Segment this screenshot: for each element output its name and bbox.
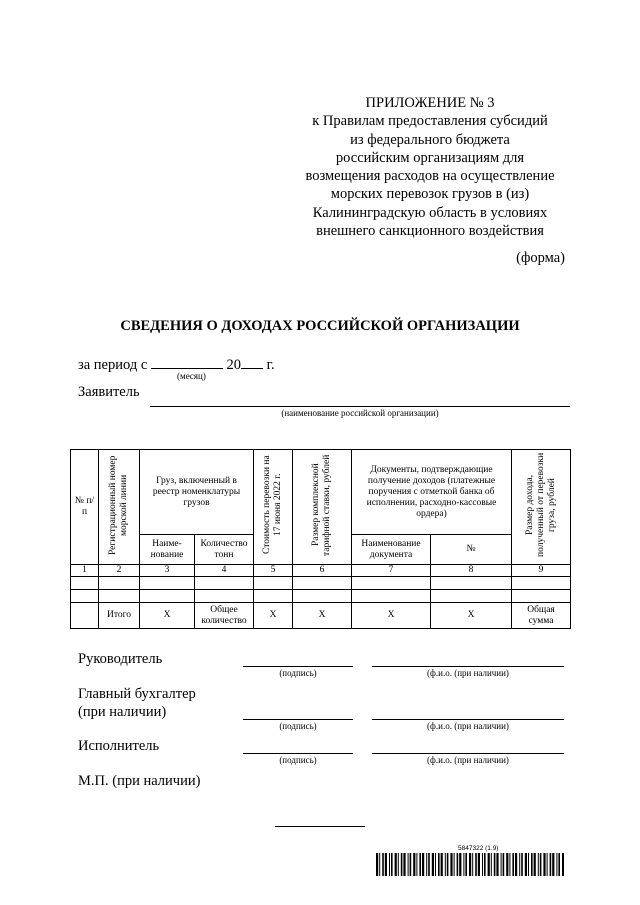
total-x: Х (293, 603, 352, 629)
header-cargo: Груз, включенный в реестр номенклатуры грузов (140, 450, 254, 535)
income-table (70, 449, 571, 629)
total-label: Итого (99, 603, 140, 629)
total-x: Х (352, 603, 431, 629)
total-sum: Общая сумма (512, 603, 571, 629)
signature-caption: (подпись) (279, 668, 317, 678)
stamp-label: М.П. (при наличии) (78, 773, 201, 789)
head-label: Руководитель (78, 651, 163, 667)
header-tariff: Размер комплексной тарифной ставки, рублей (293, 450, 352, 565)
executor-signature-field[interactable] (243, 753, 353, 754)
signature-caption: (подпись) (279, 755, 317, 765)
document-code: 5847322 (1.9) (458, 845, 499, 852)
total-x: Х (254, 603, 293, 629)
name-caption: (ф.и.о. (при наличии) (427, 755, 509, 765)
period-suffix: г. (266, 357, 275, 373)
barcode-icon (376, 853, 564, 876)
document-title: СВЕДЕНИЯ О ДОХОДАХ РОССИЙСКОЙ ОРГАНИЗАЦИИ (120, 318, 520, 334)
table-row (71, 577, 571, 590)
appendix-line: возмещения расходов на осуществление (305, 168, 555, 185)
header-cargo-qty: Количество тонн (195, 535, 254, 565)
header-income: Размер дохода, полученный от перевозки груза, рублей (512, 450, 571, 565)
accountant-signature-field[interactable] (243, 719, 353, 720)
month-caption: (месяц) (177, 371, 206, 381)
col-number: 2 (99, 565, 140, 577)
executor-label: Исполнитель (78, 738, 160, 754)
col-number: 3 (140, 565, 195, 577)
head-signature-field[interactable] (243, 666, 353, 667)
col-number: 1 (71, 565, 99, 577)
name-caption: (ф.и.о. (при наличии) (427, 721, 509, 731)
col-number: 9 (512, 565, 571, 577)
header-doc-no: № (431, 535, 512, 565)
header-cargo-name: Наиме-нование (140, 535, 195, 565)
period-prefix: за период с (78, 357, 148, 373)
appendix-line: морских перевозок грузов в (из) (330, 186, 530, 203)
year-field[interactable] (241, 354, 263, 369)
header-num: № п/п (71, 450, 99, 565)
signature-caption: (подпись) (279, 721, 317, 731)
total-x: Х (431, 603, 512, 629)
appendix-line: ПРИЛОЖЕНИЕ № 3 (365, 95, 495, 111)
table-row (71, 590, 571, 603)
form-label: (форма) (516, 250, 565, 266)
name-caption: (ф.и.о. (при наличии) (427, 668, 509, 678)
head-name-field[interactable] (372, 666, 564, 667)
header-reg-number: Регистрационный номер морской линии (99, 450, 140, 565)
applicant-field[interactable] (150, 406, 570, 407)
appendix-line: внешнего санкционного воздействия (316, 223, 544, 240)
header-documents: Документы, подтверждающие получение доходов (платежные поручения с отметкой банка об исполнении, расходно-кассовые ордера) (352, 450, 512, 535)
bottom-divider (275, 826, 365, 827)
col-number: 6 (293, 565, 352, 577)
col-number: 7 (352, 565, 431, 577)
col-number: 4 (195, 565, 254, 577)
applicant-caption: (наименование российской организации) (281, 408, 439, 418)
year-prefix: 20 (226, 357, 242, 373)
appendix-line: российским организациям для (335, 149, 525, 166)
appendix-line: из федерального бюджета (350, 131, 510, 148)
month-field[interactable] (151, 354, 223, 369)
applicant-label: Заявитель (78, 384, 140, 400)
header-doc-name: Наименование документа (352, 535, 431, 565)
appendix-header (300, 94, 560, 240)
header-cost: Стоимость перевозки на 17 июня 2022 г. (254, 450, 293, 565)
col-number: 5 (254, 565, 293, 577)
col-number: 8 (431, 565, 512, 577)
appendix-line: Калининградскую область в условиях (312, 204, 548, 221)
column-numbers-row (71, 565, 571, 577)
chief-accountant-label-2: (при наличии) (78, 704, 167, 720)
accountant-name-field[interactable] (372, 719, 564, 720)
executor-name-field[interactable] (372, 753, 564, 754)
appendix-line: к Правилам предоставления субсидий (312, 113, 548, 130)
chief-accountant-label: Главный бухгалтер (78, 686, 196, 702)
total-quantity: Общее количество (195, 603, 254, 629)
total-row (71, 603, 571, 629)
total-x: Х (140, 603, 195, 629)
